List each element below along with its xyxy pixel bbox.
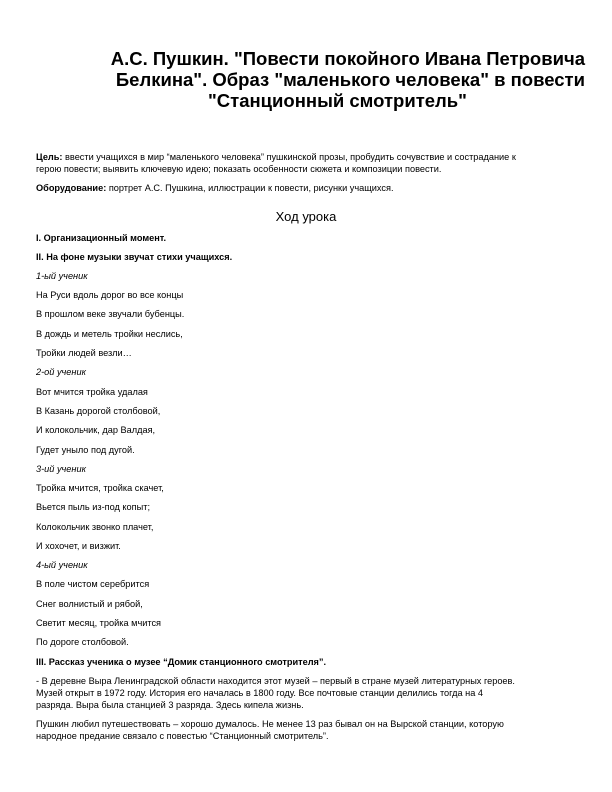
section-1-heading: I. Организационный момент.	[36, 233, 167, 243]
paragraph-line: разряда. Выра была станцией 3 разряда. Здесь кипела жизнь.	[36, 700, 304, 710]
poem-line: В дождь и метель тройки неслись,	[36, 329, 183, 339]
poem-line: По дороге столбовой.	[36, 637, 129, 647]
goal-label: Цель:	[36, 152, 63, 162]
student-1-label: 1-ый ученик	[36, 271, 88, 281]
poem-line: Колокольчик звонко плачет,	[36, 522, 154, 532]
poem-line: В Казань дорогой столбовой,	[36, 406, 161, 416]
section-3-heading: III. Рассказ ученика о музее “Домик станционного смотрителя”.	[36, 657, 327, 667]
equipment-label: Оборудование:	[36, 183, 107, 193]
paragraph-line: - В деревне Выра Ленинградской области находится этот музей – первый в стране музей литературных героев.	[36, 676, 515, 686]
paragraph-line: Пушкин любил путешествовать – хорошо думалось. Не менее 13 раз бывал он на Вырской станции, которую	[36, 719, 504, 729]
student-4-label: 4-ый ученик	[36, 560, 88, 570]
goal-text-line-2: герою повести; выявить ключевую идею; показать особенности сюжета и композиции повести.	[36, 164, 442, 174]
poem-line: Вот мчится тройка удалая	[36, 387, 148, 397]
goal-text-line-1: ввести учащихся в мир “маленького человека” пушкинской прозы, пробудить сочувствие и сострадание к	[62, 152, 516, 162]
poem-line: Гудет уныло под дугой.	[36, 445, 135, 455]
paragraph-line: Музей открыт в 1972 году. История его началась в 1800 году. Все почтовые станции делились тогда на 4	[36, 688, 483, 698]
student-2-label: 2-ой ученик	[36, 367, 86, 377]
lesson-heading: Ход урока	[275, 209, 337, 224]
page-title	[50, 48, 585, 111]
poem-line: И хохочет, и визжит.	[36, 541, 121, 551]
equipment-text: портрет А.С. Пушкина, иллюстрации к повести, рисунки учащихся.	[106, 183, 394, 193]
poem-line: Снег волнистый и рябой,	[36, 599, 143, 609]
museum-paragraph-1	[36, 675, 584, 711]
poem-line: На Руси вдоль дорог во все концы	[36, 290, 184, 300]
museum-paragraph-2	[36, 718, 584, 742]
student-3-label: 3-ий ученик	[36, 464, 86, 474]
title-line-1: А.С. Пушкин. "Повести покойного Ивана Петровича	[110, 48, 585, 69]
poem-line: Тройка мчится, тройка скачет,	[36, 483, 164, 493]
title-line-3: "Станционный смотритель"	[208, 90, 467, 111]
poem-line: Светит месяц, тройка мчится	[36, 618, 162, 628]
title-line-2: Белкина". Образ "маленького человека" в повести	[115, 69, 585, 90]
paragraph-line: народное предание связало с повестью “Станционный смотритель”.	[36, 731, 329, 741]
poem-line: В прошлом веке звучали бубенцы.	[36, 309, 185, 319]
poem-line: Тройки людей везли…	[36, 348, 132, 358]
equipment-paragraph	[36, 182, 584, 194]
section-2-heading: II. На фоне музыки звучат стихи учащихся.	[36, 252, 233, 262]
poem-line: Вьется пыль из-под копыт;	[36, 502, 150, 512]
poem-line: И колокольчик, дар Валдая,	[36, 425, 156, 435]
goal-paragraph	[36, 151, 584, 175]
poem-line: В поле чистом серебрится	[36, 579, 150, 589]
